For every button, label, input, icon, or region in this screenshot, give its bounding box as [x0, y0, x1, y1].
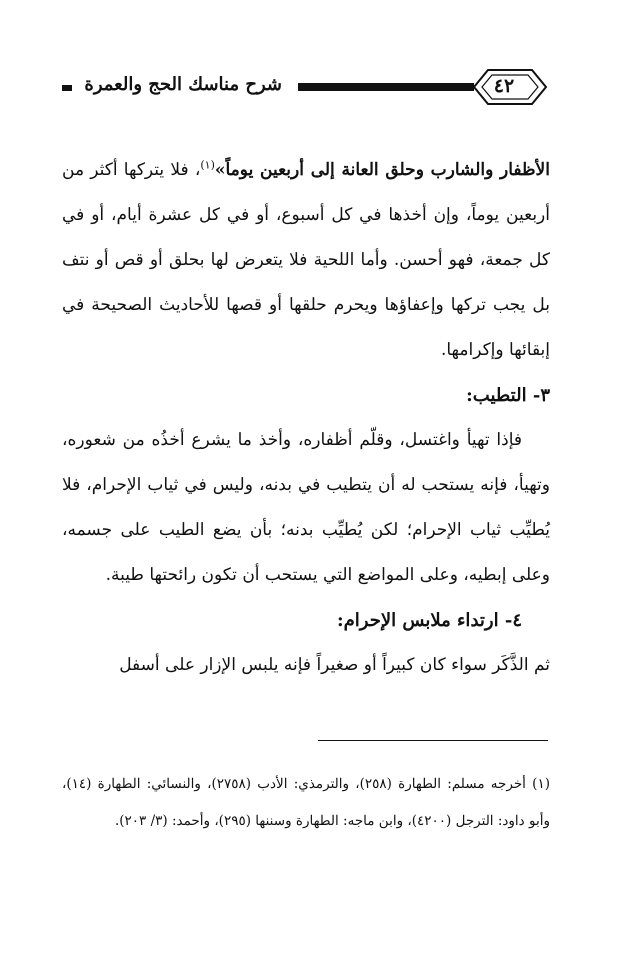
section-heading-3: ٣- التطيب: [466, 385, 550, 406]
footnote-separator [318, 740, 548, 741]
footnote-1: (١) أخرجه مسلم: الطهارة (٢٥٨)، والترمذي: الأدب (٢٧٥٨)، والنسائي: الطهارة (١٤)، وأبو داود: الترجل (٤٢٠٠)، وابن ماجه: الطهارة وسننها (٢٩٥)، وأحمد: (٣/ ٢٠٣). [62, 776, 550, 829]
footnote-ref: (١) [200, 158, 215, 172]
hadith-quote: الأظفار والشارب وحلق العانة إلى أربعين يوماً» [214, 160, 550, 180]
main-text [62, 148, 550, 688]
paragraph-1-text: ، فلا يتركها أكثر من أربعين يوماً، وإن أخذها في كل أسبوع، أو في كل عشرة أيام، أو في كل جمعة، فهو أحسن. وأما اللحية فلا يتعرض لها بحلق أو قص أو نتف بل يجب تركها وإعفاؤها ويحرم حلقها أو قصها للأحاديث الصحيحة في إبقائها وإكرامها. [62, 160, 550, 360]
section-heading-4: ٤- ارتداء ملابس الإحرام: [336, 610, 522, 631]
paragraph-2: فإذا تهيأ واغتسل، وقلّم أظفاره، وأخذ ما يشرع أخذُه من شعوره، وتهيأ، فإنه يستحب له أن يتطيب في بدنه، وليس في ثياب الإحرام، فلا يُطيِّب ثياب الإحرام؛ لكن يُطيِّب بدنه؛ بأن يضع الطيب على جسمه، وعلى إبطيه، وعلى المواضع التي يستحب أن تكون رائحتها طيبة. [62, 430, 550, 585]
paragraph-1 [62, 148, 550, 373]
footnotes [62, 766, 550, 840]
paragraph-3: ثم الذَّكَر سواء كان كبيراً أو صغيراً فإنه يلبس الإزار على أسفل [119, 655, 550, 675]
running-title: شرح مناسك الحج والعمرة [84, 74, 282, 95]
title-marker [62, 85, 72, 91]
page-number: ٤٢ [493, 75, 515, 97]
header-rule [298, 83, 474, 91]
